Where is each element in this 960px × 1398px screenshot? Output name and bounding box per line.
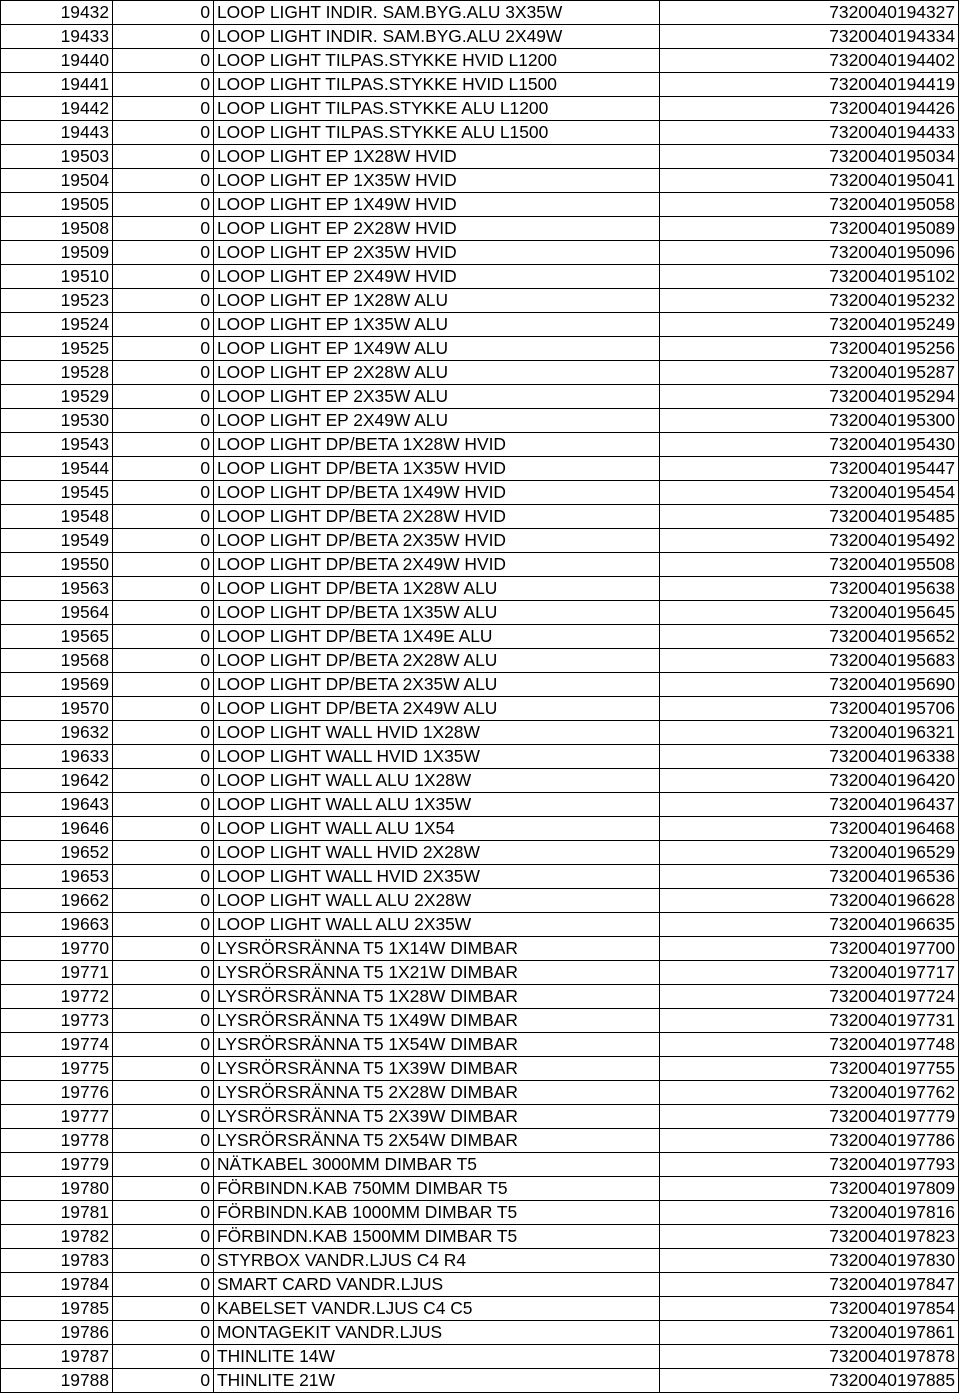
ean-code-cell: 7320040194426 [660, 97, 959, 121]
quantity-cell: 0 [113, 1105, 214, 1129]
quantity-cell: 0 [113, 1297, 214, 1321]
description-cell: LYSRÖRSRÄNNA T5 1X14W DIMBAR [214, 937, 660, 961]
article-number-cell: 19433 [1, 25, 113, 49]
ean-code-cell: 7320040197854 [660, 1297, 959, 1321]
table-row [1, 529, 959, 553]
table-row [1, 793, 959, 817]
description-cell: LOOP LIGHT DP/BETA 2X35W HVID [214, 529, 660, 553]
quantity-cell: 0 [113, 505, 214, 529]
description-cell: LOOP LIGHT DP/BETA 1X28W ALU [214, 577, 660, 601]
ean-code-cell: 7320040194419 [660, 73, 959, 97]
table-row [1, 1369, 959, 1393]
ean-code-cell: 7320040194402 [660, 49, 959, 73]
article-number-cell: 19509 [1, 241, 113, 265]
quantity-cell: 0 [113, 457, 214, 481]
description-cell: LOOP LIGHT WALL ALU 1X28W [214, 769, 660, 793]
article-number-cell: 19771 [1, 961, 113, 985]
quantity-cell: 0 [113, 985, 214, 1009]
quantity-cell: 0 [113, 145, 214, 169]
description-cell: NÄTKABEL 3000MM DIMBAR T5 [214, 1153, 660, 1177]
article-number-cell: 19788 [1, 1369, 113, 1393]
article-number-cell: 19787 [1, 1345, 113, 1369]
description-cell: MONTAGEKIT VANDR.LJUS [214, 1321, 660, 1345]
description-cell: LOOP LIGHT EP 2X28W ALU [214, 361, 660, 385]
table-row [1, 553, 959, 577]
quantity-cell: 0 [113, 1249, 214, 1273]
quantity-cell: 0 [113, 313, 214, 337]
ean-code-cell: 7320040197793 [660, 1153, 959, 1177]
table-row [1, 1177, 959, 1201]
table-row [1, 889, 959, 913]
ean-code-cell: 7320040194327 [660, 1, 959, 25]
ean-code-cell: 7320040195287 [660, 361, 959, 385]
quantity-cell: 0 [113, 937, 214, 961]
table-row [1, 1249, 959, 1273]
quantity-cell: 0 [113, 625, 214, 649]
description-cell: LOOP LIGHT EP 1X49W HVID [214, 193, 660, 217]
table-row [1, 1297, 959, 1321]
table-row [1, 1129, 959, 1153]
quantity-cell: 0 [113, 49, 214, 73]
quantity-cell: 0 [113, 385, 214, 409]
article-number-cell: 19524 [1, 313, 113, 337]
article-number-cell: 19529 [1, 385, 113, 409]
table-row [1, 337, 959, 361]
article-number-cell: 19570 [1, 697, 113, 721]
quantity-cell: 0 [113, 217, 214, 241]
ean-code-cell: 7320040195096 [660, 241, 959, 265]
description-cell: FÖRBINDN.KAB 1500MM DIMBAR T5 [214, 1225, 660, 1249]
ean-code-cell: 7320040195294 [660, 385, 959, 409]
quantity-cell: 0 [113, 1345, 214, 1369]
ean-code-cell: 7320040195508 [660, 553, 959, 577]
quantity-cell: 0 [113, 1177, 214, 1201]
table-row [1, 649, 959, 673]
description-cell: LOOP LIGHT INDIR. SAM.BYG.ALU 3X35W [214, 1, 660, 25]
quantity-cell: 0 [113, 745, 214, 769]
ean-code-cell: 7320040195454 [660, 481, 959, 505]
description-cell: LYSRÖRSRÄNNA T5 1X49W DIMBAR [214, 1009, 660, 1033]
quantity-cell: 0 [113, 409, 214, 433]
quantity-cell: 0 [113, 553, 214, 577]
quantity-cell: 0 [113, 193, 214, 217]
description-cell: LYSRÖRSRÄNNA T5 2X39W DIMBAR [214, 1105, 660, 1129]
description-cell: LYSRÖRSRÄNNA T5 1X28W DIMBAR [214, 985, 660, 1009]
article-number-cell: 19786 [1, 1321, 113, 1345]
article-number-cell: 19773 [1, 1009, 113, 1033]
ean-code-cell: 7320040196628 [660, 889, 959, 913]
article-number-cell: 19775 [1, 1057, 113, 1081]
quantity-cell: 0 [113, 1009, 214, 1033]
table-row [1, 1225, 959, 1249]
table-row [1, 1273, 959, 1297]
article-number-cell: 19530 [1, 409, 113, 433]
quantity-cell: 0 [113, 1225, 214, 1249]
quantity-cell: 0 [113, 1321, 214, 1345]
table-row [1, 433, 959, 457]
quantity-cell: 0 [113, 433, 214, 457]
table-row [1, 913, 959, 937]
ean-code-cell: 7320040197717 [660, 961, 959, 985]
ean-code-cell: 7320040197830 [660, 1249, 959, 1273]
ean-code-cell: 7320040197700 [660, 937, 959, 961]
description-cell: LOOP LIGHT TILPAS.STYKKE ALU L1500 [214, 121, 660, 145]
quantity-cell: 0 [113, 1057, 214, 1081]
article-number-cell: 19432 [1, 1, 113, 25]
quantity-cell: 0 [113, 289, 214, 313]
description-cell: LOOP LIGHT WALL ALU 2X28W [214, 889, 660, 913]
description-cell: SMART CARD VANDR.LJUS [214, 1273, 660, 1297]
table-row [1, 1345, 959, 1369]
article-number-cell: 19653 [1, 865, 113, 889]
article-number-cell: 19548 [1, 505, 113, 529]
article-number-cell: 19632 [1, 721, 113, 745]
article-number-cell: 19443 [1, 121, 113, 145]
description-cell: LOOP LIGHT EP 2X35W ALU [214, 385, 660, 409]
table-row [1, 1321, 959, 1345]
article-number-cell: 19784 [1, 1273, 113, 1297]
quantity-cell: 0 [113, 529, 214, 553]
table-row [1, 985, 959, 1009]
article-number-cell: 19778 [1, 1129, 113, 1153]
table-row [1, 961, 959, 985]
quantity-cell: 0 [113, 1273, 214, 1297]
ean-code-cell: 7320040195652 [660, 625, 959, 649]
table-row [1, 769, 959, 793]
quantity-cell: 0 [113, 1033, 214, 1057]
article-number-cell: 19777 [1, 1105, 113, 1129]
table-row [1, 1009, 959, 1033]
table-row [1, 193, 959, 217]
quantity-cell: 0 [113, 913, 214, 937]
table-row [1, 289, 959, 313]
ean-code-cell: 7320040196536 [660, 865, 959, 889]
description-cell: LOOP LIGHT WALL HVID 1X35W [214, 745, 660, 769]
article-number-cell: 19642 [1, 769, 113, 793]
table-row [1, 1105, 959, 1129]
article-number-cell: 19785 [1, 1297, 113, 1321]
article-number-cell: 19772 [1, 985, 113, 1009]
description-cell: LOOP LIGHT INDIR. SAM.BYG.ALU 2X49W [214, 25, 660, 49]
quantity-cell: 0 [113, 889, 214, 913]
article-number-cell: 19781 [1, 1201, 113, 1225]
description-cell: LYSRÖRSRÄNNA T5 1X39W DIMBAR [214, 1057, 660, 1081]
description-cell: LOOP LIGHT TILPAS.STYKKE ALU L1200 [214, 97, 660, 121]
description-cell: LOOP LIGHT EP 1X35W HVID [214, 169, 660, 193]
description-cell: LOOP LIGHT EP 1X28W HVID [214, 145, 660, 169]
description-cell: STYRBOX VANDR.LJUS C4 R4 [214, 1249, 660, 1273]
table-row [1, 625, 959, 649]
table-row [1, 1, 959, 25]
description-cell: FÖRBINDN.KAB 750MM DIMBAR T5 [214, 1177, 660, 1201]
quantity-cell: 0 [113, 769, 214, 793]
description-cell: LOOP LIGHT WALL HVID 2X28W [214, 841, 660, 865]
quantity-cell: 0 [113, 817, 214, 841]
ean-code-cell: 7320040197786 [660, 1129, 959, 1153]
description-cell: LOOP LIGHT WALL HVID 1X28W [214, 721, 660, 745]
table-row [1, 1081, 959, 1105]
quantity-cell: 0 [113, 1201, 214, 1225]
description-cell: LOOP LIGHT TILPAS.STYKKE HVID L1200 [214, 49, 660, 73]
article-number-cell: 19525 [1, 337, 113, 361]
article-number-cell: 19440 [1, 49, 113, 73]
table-row [1, 1033, 959, 1057]
quantity-cell: 0 [113, 841, 214, 865]
ean-code-cell: 7320040195256 [660, 337, 959, 361]
article-number-cell: 19663 [1, 913, 113, 937]
article-number-cell: 19528 [1, 361, 113, 385]
table-row [1, 841, 959, 865]
table-row [1, 1057, 959, 1081]
table-row [1, 217, 959, 241]
article-number-cell: 19543 [1, 433, 113, 457]
quantity-cell: 0 [113, 961, 214, 985]
article-number-cell: 19545 [1, 481, 113, 505]
ean-code-cell: 7320040197885 [660, 1369, 959, 1393]
ean-code-cell: 7320040195690 [660, 673, 959, 697]
ean-code-cell: 7320040197755 [660, 1057, 959, 1081]
table-row [1, 721, 959, 745]
description-cell: LYSRÖRSRÄNNA T5 1X54W DIMBAR [214, 1033, 660, 1057]
ean-code-cell: 7320040195232 [660, 289, 959, 313]
ean-code-cell: 7320040195430 [660, 433, 959, 457]
description-cell: LOOP LIGHT EP 2X49W HVID [214, 265, 660, 289]
description-cell: LOOP LIGHT WALL HVID 2X35W [214, 865, 660, 889]
table-row [1, 241, 959, 265]
description-cell: FÖRBINDN.KAB 1000MM DIMBAR T5 [214, 1201, 660, 1225]
table-row [1, 409, 959, 433]
ean-code-cell: 7320040197748 [660, 1033, 959, 1057]
description-cell: LOOP LIGHT EP 2X35W HVID [214, 241, 660, 265]
article-number-cell: 19550 [1, 553, 113, 577]
description-cell: LOOP LIGHT EP 1X49W ALU [214, 337, 660, 361]
ean-code-cell: 7320040197779 [660, 1105, 959, 1129]
article-number-cell: 19565 [1, 625, 113, 649]
ean-code-cell: 7320040197731 [660, 1009, 959, 1033]
article-number-cell: 19662 [1, 889, 113, 913]
description-cell: LOOP LIGHT DP/BETA 1X49W HVID [214, 481, 660, 505]
table-row [1, 865, 959, 889]
table-row [1, 265, 959, 289]
ean-code-cell: 7320040195447 [660, 457, 959, 481]
ean-code-cell: 7320040195058 [660, 193, 959, 217]
table-row [1, 97, 959, 121]
article-number-cell: 19770 [1, 937, 113, 961]
quantity-cell: 0 [113, 265, 214, 289]
ean-code-cell: 7320040197878 [660, 1345, 959, 1369]
description-cell: LOOP LIGHT DP/BETA 2X35W ALU [214, 673, 660, 697]
description-cell: LOOP LIGHT DP/BETA 2X49W HVID [214, 553, 660, 577]
article-number-cell: 19633 [1, 745, 113, 769]
table-row [1, 1201, 959, 1225]
table-row [1, 169, 959, 193]
table-row [1, 601, 959, 625]
ean-code-cell: 7320040196529 [660, 841, 959, 865]
quantity-cell: 0 [113, 241, 214, 265]
description-cell: LYSRÖRSRÄNNA T5 1X21W DIMBAR [214, 961, 660, 985]
table-row [1, 313, 959, 337]
description-cell: LOOP LIGHT TILPAS.STYKKE HVID L1500 [214, 73, 660, 97]
ean-code-cell: 7320040195645 [660, 601, 959, 625]
table-row [1, 25, 959, 49]
table-row [1, 49, 959, 73]
quantity-cell: 0 [113, 73, 214, 97]
article-number-cell: 19643 [1, 793, 113, 817]
table-row [1, 145, 959, 169]
ean-code-cell: 7320040195706 [660, 697, 959, 721]
ean-code-cell: 7320040195300 [660, 409, 959, 433]
article-number-cell: 19776 [1, 1081, 113, 1105]
description-cell: LOOP LIGHT DP/BETA 1X28W HVID [214, 433, 660, 457]
ean-code-cell: 7320040194433 [660, 121, 959, 145]
article-number-cell: 19783 [1, 1249, 113, 1273]
table-row [1, 1153, 959, 1177]
quantity-cell: 0 [113, 865, 214, 889]
description-cell: LOOP LIGHT WALL ALU 1X35W [214, 793, 660, 817]
article-number-cell: 19774 [1, 1033, 113, 1057]
ean-code-cell: 7320040196468 [660, 817, 959, 841]
article-number-cell: 19549 [1, 529, 113, 553]
article-number-cell: 19564 [1, 601, 113, 625]
article-number-cell: 19523 [1, 289, 113, 313]
table-row [1, 745, 959, 769]
table-row [1, 361, 959, 385]
quantity-cell: 0 [113, 1081, 214, 1105]
ean-code-cell: 7320040194334 [660, 25, 959, 49]
article-number-cell: 19442 [1, 97, 113, 121]
description-cell: LOOP LIGHT DP/BETA 2X28W HVID [214, 505, 660, 529]
description-cell: LOOP LIGHT WALL ALU 2X35W [214, 913, 660, 937]
ean-code-cell: 7320040196321 [660, 721, 959, 745]
ean-code-cell: 7320040195102 [660, 265, 959, 289]
ean-code-cell: 7320040197809 [660, 1177, 959, 1201]
description-cell: LOOP LIGHT EP 1X35W ALU [214, 313, 660, 337]
ean-code-cell: 7320040195683 [660, 649, 959, 673]
ean-code-cell: 7320040195089 [660, 217, 959, 241]
table-row [1, 481, 959, 505]
ean-code-cell: 7320040195492 [660, 529, 959, 553]
quantity-cell: 0 [113, 25, 214, 49]
description-cell: LOOP LIGHT EP 1X28W ALU [214, 289, 660, 313]
ean-code-cell: 7320040195041 [660, 169, 959, 193]
article-number-cell: 19646 [1, 817, 113, 841]
quantity-cell: 0 [113, 1129, 214, 1153]
ean-code-cell: 7320040197762 [660, 1081, 959, 1105]
article-number-cell: 19780 [1, 1177, 113, 1201]
quantity-cell: 0 [113, 169, 214, 193]
quantity-cell: 0 [113, 793, 214, 817]
description-cell: THINLITE 14W [214, 1345, 660, 1369]
table-row [1, 73, 959, 97]
article-number-cell: 19504 [1, 169, 113, 193]
quantity-cell: 0 [113, 673, 214, 697]
product-table-body [1, 1, 959, 1393]
quantity-cell: 0 [113, 1153, 214, 1177]
ean-code-cell: 7320040195034 [660, 145, 959, 169]
ean-code-cell: 7320040196437 [660, 793, 959, 817]
table-row [1, 817, 959, 841]
article-number-cell: 19508 [1, 217, 113, 241]
article-number-cell: 19652 [1, 841, 113, 865]
table-row [1, 385, 959, 409]
ean-code-cell: 7320040197724 [660, 985, 959, 1009]
ean-code-cell: 7320040197816 [660, 1201, 959, 1225]
ean-code-cell: 7320040196420 [660, 769, 959, 793]
description-cell: LOOP LIGHT DP/BETA 2X49W ALU [214, 697, 660, 721]
article-number-cell: 19510 [1, 265, 113, 289]
description-cell: LOOP LIGHT DP/BETA 2X28W ALU [214, 649, 660, 673]
table-row [1, 673, 959, 697]
article-number-cell: 19563 [1, 577, 113, 601]
quantity-cell: 0 [113, 601, 214, 625]
article-number-cell: 19544 [1, 457, 113, 481]
quantity-cell: 0 [113, 577, 214, 601]
article-number-cell: 19569 [1, 673, 113, 697]
table-row [1, 577, 959, 601]
article-number-cell: 19568 [1, 649, 113, 673]
quantity-cell: 0 [113, 697, 214, 721]
ean-code-cell: 7320040195485 [660, 505, 959, 529]
quantity-cell: 0 [113, 337, 214, 361]
article-number-cell: 19505 [1, 193, 113, 217]
description-cell: LOOP LIGHT EP 2X49W ALU [214, 409, 660, 433]
article-number-cell: 19782 [1, 1225, 113, 1249]
quantity-cell: 0 [113, 649, 214, 673]
ean-code-cell: 7320040197823 [660, 1225, 959, 1249]
description-cell: LYSRÖRSRÄNNA T5 2X28W DIMBAR [214, 1081, 660, 1105]
description-cell: LOOP LIGHT DP/BETA 1X49E ALU [214, 625, 660, 649]
article-number-cell: 19441 [1, 73, 113, 97]
description-cell: LYSRÖRSRÄNNA T5 2X54W DIMBAR [214, 1129, 660, 1153]
quantity-cell: 0 [113, 1, 214, 25]
description-cell: LOOP LIGHT DP/BETA 1X35W HVID [214, 457, 660, 481]
description-cell: THINLITE 21W [214, 1369, 660, 1393]
description-cell: KABELSET VANDR.LJUS C4 C5 [214, 1297, 660, 1321]
article-number-cell: 19779 [1, 1153, 113, 1177]
ean-code-cell: 7320040196338 [660, 745, 959, 769]
quantity-cell: 0 [113, 721, 214, 745]
ean-code-cell: 7320040196635 [660, 913, 959, 937]
description-cell: LOOP LIGHT EP 2X28W HVID [214, 217, 660, 241]
description-cell: LOOP LIGHT DP/BETA 1X35W ALU [214, 601, 660, 625]
table-row [1, 121, 959, 145]
ean-code-cell: 7320040195638 [660, 577, 959, 601]
description-cell: LOOP LIGHT WALL ALU 1X54 [214, 817, 660, 841]
ean-code-cell: 7320040195249 [660, 313, 959, 337]
table-row [1, 937, 959, 961]
quantity-cell: 0 [113, 361, 214, 385]
ean-code-cell: 7320040197847 [660, 1273, 959, 1297]
quantity-cell: 0 [113, 97, 214, 121]
table-row [1, 697, 959, 721]
ean-code-cell: 7320040197861 [660, 1321, 959, 1345]
quantity-cell: 0 [113, 121, 214, 145]
quantity-cell: 0 [113, 481, 214, 505]
table-row [1, 457, 959, 481]
quantity-cell: 0 [113, 1369, 214, 1393]
table-row [1, 505, 959, 529]
article-number-cell: 19503 [1, 145, 113, 169]
